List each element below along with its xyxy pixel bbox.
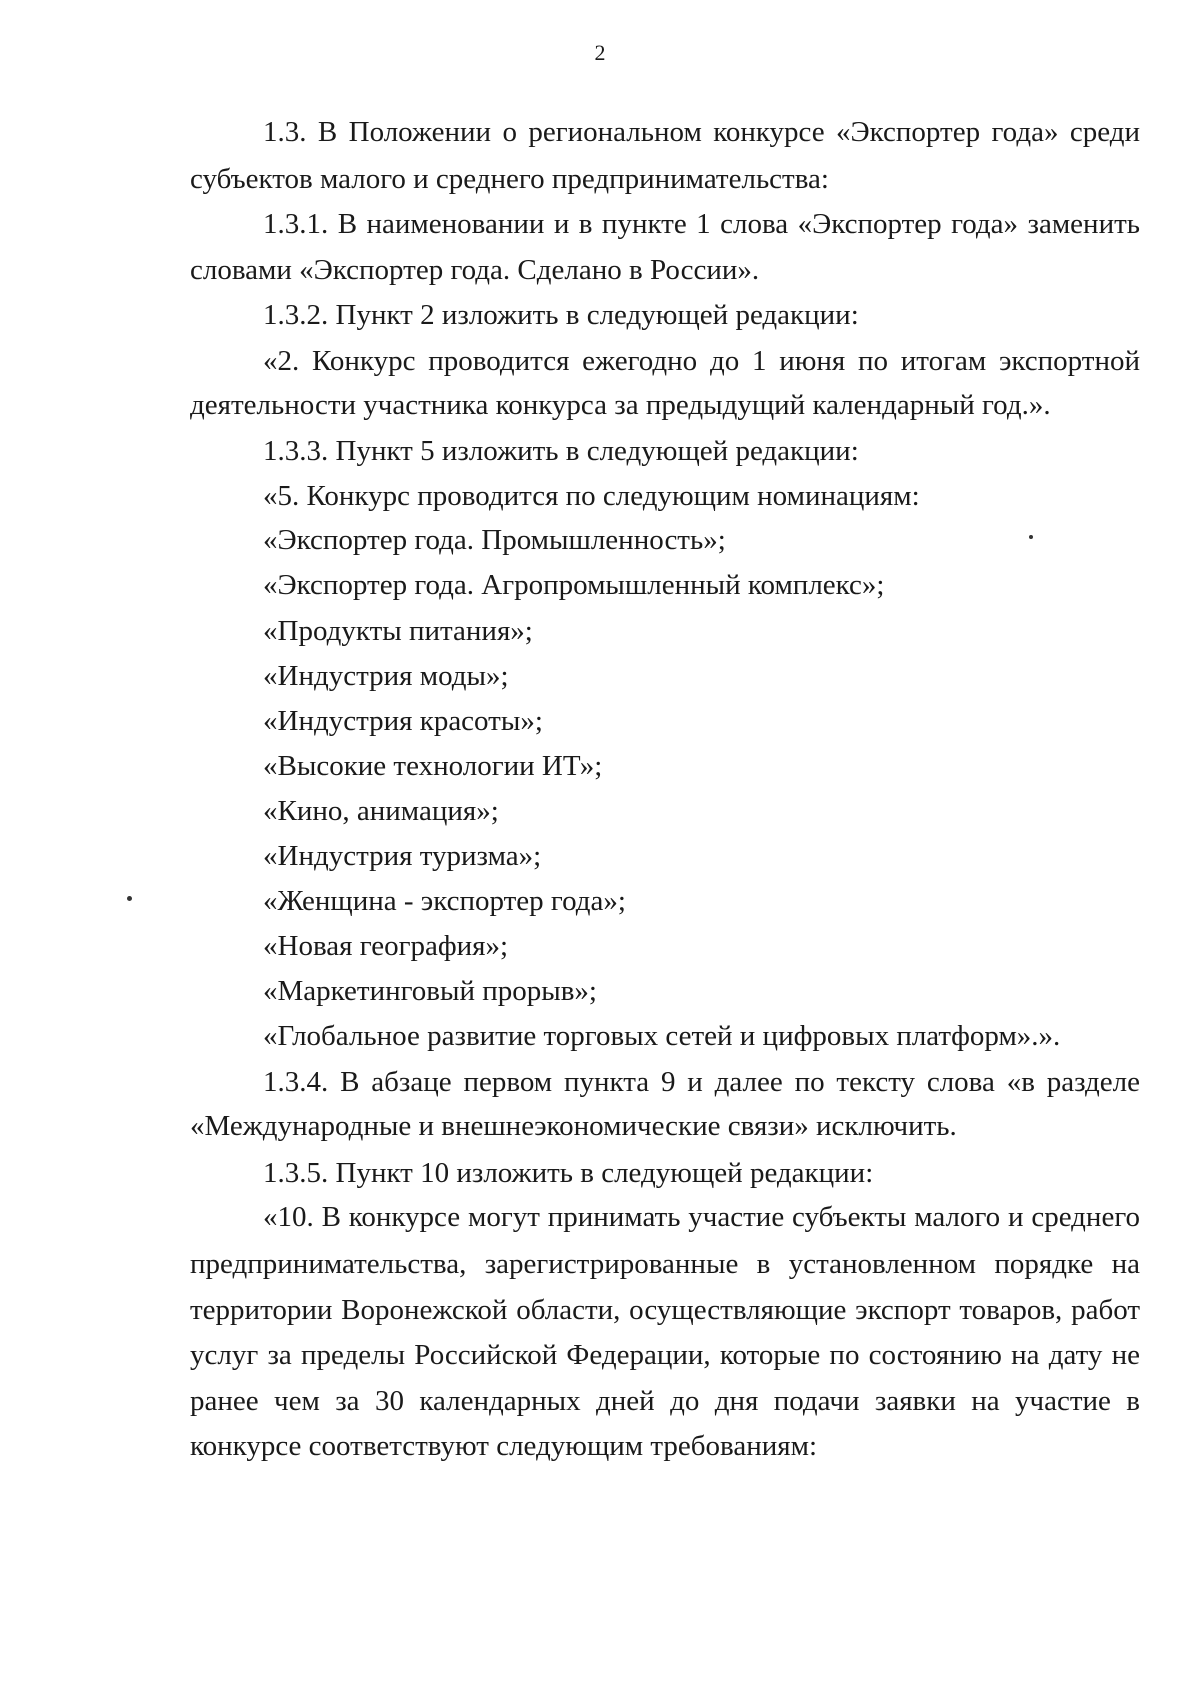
text-line: «2. Конкурс проводится ежегодно до 1 июня по итогам экспортной — [263, 345, 1140, 377]
text-line: 1.3. В Положении о региональном конкурсе «Экспортер года» среди — [263, 116, 1140, 148]
text-line: «Глобальное развитие торговых сетей и цифровых платформ».». — [263, 1020, 1061, 1052]
text-line: «10. В конкурсе могут принимать участие субъекты малого и среднего — [263, 1201, 1140, 1233]
text-line: «Индустрия моды»; — [263, 660, 509, 692]
text-line: «Маркетинговый прорыв»; — [263, 975, 597, 1007]
text-line: 1.3.4. В абзаце первом пункта 9 и далее по тексту слова «в разделе — [263, 1066, 1140, 1098]
text-line: «Новая география»; — [263, 930, 509, 962]
text-line: «Экспортер года. Агропромышленный комплекс»; — [263, 569, 885, 601]
text-line: «Кино, анимация»; — [263, 795, 499, 827]
text-line: субъектов малого и среднего предпринимательства: — [190, 163, 829, 195]
text-line: конкурсе соответствуют следующим требованиям: — [190, 1430, 818, 1462]
text-line: «Экспортер года. Промышленность»; — [263, 524, 726, 556]
text-line: 1.3.5. Пункт 10 изложить в следующей редакции: — [263, 1157, 874, 1189]
text-line: «5. Конкурс проводится по следующим номинациям: — [263, 480, 920, 512]
scan-speck — [1029, 535, 1033, 539]
text-line: 1.3.2. Пункт 2 изложить в следующей редакции: — [263, 299, 859, 331]
text-line: «Высокие технологии ИТ»; — [263, 750, 603, 782]
text-line: «Женщина - экспортер года»; — [263, 885, 626, 917]
text-line: деятельности участника конкурса за предыдущий календарный год.». — [190, 389, 1051, 421]
text-line: предпринимательства, зарегистрированные в установленном порядке на — [190, 1248, 1140, 1280]
scan-speck — [127, 896, 132, 901]
text-line: «Индустрия туризма»; — [263, 840, 542, 872]
text-line: «Международные и внешнеэкономические связи» исключить. — [190, 1110, 957, 1142]
text-line: территории Воронежской области, осуществляющие экспорт товаров, работ — [190, 1294, 1140, 1326]
text-line: ранее чем за 30 календарных дней до дня подачи заявки на участие в — [190, 1385, 1140, 1417]
text-line: «Продукты питания»; — [263, 615, 533, 647]
text-line: словами «Экспортер года. Сделано в России». — [190, 254, 760, 286]
text-line: 1.3.3. Пункт 5 изложить в следующей редакции: — [263, 435, 859, 467]
text-line: услуг за пределы Российской Федерации, которые по состоянию на дату не — [190, 1339, 1140, 1371]
text-line: «Индустрия красоты»; — [263, 705, 543, 737]
page-number: 2 — [594, 40, 606, 65]
text-line: 1.3.1. В наименовании и в пункте 1 слова «Экспортер года» заменить — [263, 208, 1140, 240]
